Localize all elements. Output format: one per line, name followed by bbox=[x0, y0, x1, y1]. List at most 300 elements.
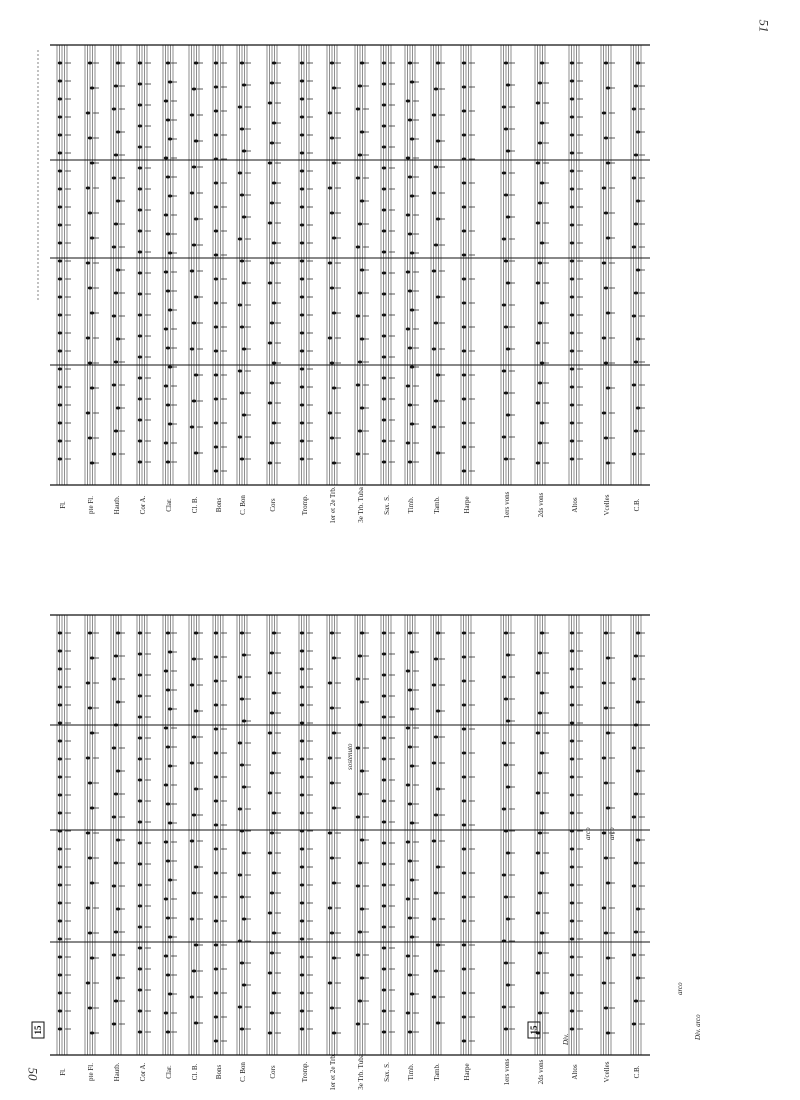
note-head bbox=[502, 370, 506, 373]
staff bbox=[601, 45, 615, 516]
note-head bbox=[300, 368, 304, 371]
note-head bbox=[432, 840, 436, 843]
note-head bbox=[358, 292, 362, 295]
note-head bbox=[58, 758, 62, 761]
note-head bbox=[408, 347, 412, 350]
note-head bbox=[434, 244, 438, 247]
instrument-label: Tromp. bbox=[301, 494, 309, 516]
note-head bbox=[432, 270, 436, 273]
note-head bbox=[502, 106, 506, 109]
note-head bbox=[86, 832, 90, 835]
staff bbox=[631, 615, 645, 1078]
svg-text:15: 15 bbox=[529, 1025, 539, 1035]
note-head bbox=[570, 812, 574, 815]
note-head bbox=[328, 412, 332, 415]
note-head bbox=[602, 832, 606, 835]
note-head bbox=[214, 704, 218, 707]
staff bbox=[85, 45, 99, 514]
note-head bbox=[570, 920, 574, 923]
note-head bbox=[138, 104, 142, 107]
note-head bbox=[330, 857, 334, 860]
note-head bbox=[164, 727, 168, 730]
note-head bbox=[462, 776, 466, 779]
note-head bbox=[58, 314, 62, 317]
note-head bbox=[164, 955, 168, 958]
note-head bbox=[408, 860, 412, 863]
note-head bbox=[214, 896, 218, 899]
note-head bbox=[300, 902, 304, 905]
note-head bbox=[112, 315, 116, 318]
note-head bbox=[112, 453, 116, 456]
note-head bbox=[164, 1012, 168, 1015]
note-head bbox=[570, 686, 574, 689]
note-head bbox=[570, 956, 574, 959]
score-annotation: arco bbox=[608, 827, 616, 840]
note-head bbox=[462, 848, 466, 851]
note-head bbox=[462, 182, 466, 185]
note-head bbox=[538, 442, 542, 445]
note-head bbox=[192, 88, 196, 91]
note-head bbox=[570, 794, 574, 797]
note-head bbox=[634, 154, 638, 157]
note-head bbox=[328, 682, 332, 685]
note-head bbox=[214, 374, 218, 377]
note-head bbox=[138, 293, 142, 296]
note-head bbox=[166, 632, 170, 635]
note-head bbox=[462, 110, 466, 113]
score-annotation: arco bbox=[584, 827, 592, 840]
note-head bbox=[58, 722, 62, 725]
note-head bbox=[502, 238, 506, 241]
note-head bbox=[604, 707, 608, 710]
note-head bbox=[88, 932, 92, 935]
note-head bbox=[300, 686, 304, 689]
note-head bbox=[406, 385, 410, 388]
note-head bbox=[328, 112, 332, 115]
note-head bbox=[164, 841, 168, 844]
staff bbox=[137, 45, 151, 514]
staff bbox=[237, 45, 251, 515]
note-head bbox=[570, 98, 574, 101]
note-head bbox=[112, 108, 116, 111]
note-head bbox=[382, 989, 386, 992]
note-head bbox=[114, 154, 118, 157]
note-head bbox=[240, 260, 244, 263]
note-head bbox=[138, 356, 142, 359]
note-head bbox=[214, 446, 218, 449]
note-head bbox=[138, 968, 142, 971]
note-head bbox=[602, 187, 606, 190]
note-head bbox=[214, 920, 218, 923]
instrument-label: pte Fl. bbox=[87, 496, 95, 514]
note-head bbox=[462, 230, 466, 233]
note-head bbox=[382, 653, 386, 656]
note-head bbox=[570, 188, 574, 191]
staff bbox=[85, 615, 99, 1081]
note-head bbox=[300, 974, 304, 977]
note-head bbox=[58, 812, 62, 815]
note-head bbox=[300, 920, 304, 923]
note-head bbox=[570, 974, 574, 977]
note-head bbox=[382, 188, 386, 191]
note-head bbox=[214, 350, 218, 353]
note-head bbox=[192, 892, 196, 895]
note-head bbox=[300, 440, 304, 443]
note-head bbox=[408, 974, 412, 977]
note-head bbox=[504, 194, 508, 197]
note-head bbox=[58, 1028, 62, 1031]
note-head bbox=[268, 912, 272, 915]
note-head bbox=[462, 1040, 466, 1043]
note-head bbox=[86, 757, 90, 760]
note-head bbox=[300, 632, 304, 635]
note-head bbox=[502, 742, 506, 745]
note-head bbox=[300, 650, 304, 653]
note-head bbox=[330, 1007, 334, 1010]
instrument-label: Vcelles bbox=[603, 494, 611, 516]
note-head bbox=[432, 114, 436, 117]
note-head bbox=[112, 1023, 116, 1026]
note-head bbox=[382, 926, 386, 929]
instrument-label: Altos bbox=[571, 1064, 579, 1080]
note-head bbox=[382, 125, 386, 128]
note-head bbox=[190, 684, 194, 687]
note-head bbox=[406, 841, 410, 844]
note-head bbox=[462, 704, 466, 707]
note-head bbox=[58, 62, 62, 65]
note-head bbox=[432, 348, 436, 351]
note-head bbox=[58, 134, 62, 137]
note-head bbox=[604, 782, 608, 785]
note-head bbox=[190, 114, 194, 117]
note-head bbox=[268, 732, 272, 735]
staff bbox=[267, 45, 281, 512]
staff bbox=[111, 45, 125, 514]
note-head bbox=[300, 278, 304, 281]
note-head bbox=[270, 142, 274, 145]
note-head bbox=[604, 212, 608, 215]
note-head bbox=[538, 82, 542, 85]
note-head bbox=[300, 350, 304, 353]
note-head bbox=[382, 461, 386, 464]
note-head bbox=[432, 192, 436, 195]
note-head bbox=[536, 972, 540, 975]
note-head bbox=[358, 655, 362, 658]
instrument-label: Timb. bbox=[407, 1063, 415, 1081]
note-head bbox=[138, 884, 142, 887]
note-head bbox=[214, 110, 218, 113]
note-head bbox=[138, 230, 142, 233]
staff bbox=[299, 45, 313, 515]
staff bbox=[57, 615, 71, 1076]
note-head bbox=[270, 652, 274, 655]
note-head bbox=[406, 157, 410, 160]
note-head bbox=[192, 814, 196, 817]
note-head bbox=[58, 956, 62, 959]
staff bbox=[381, 45, 395, 515]
note-head bbox=[570, 632, 574, 635]
note-head bbox=[570, 866, 574, 869]
note-head bbox=[300, 938, 304, 941]
note-head bbox=[330, 287, 334, 290]
note-head bbox=[138, 758, 142, 761]
note-head bbox=[270, 772, 274, 775]
note-head bbox=[238, 172, 242, 175]
note-head bbox=[58, 920, 62, 923]
instrument-label: Tamb. bbox=[433, 496, 441, 514]
note-head bbox=[634, 85, 638, 88]
note-head bbox=[166, 1031, 170, 1034]
note-head bbox=[602, 907, 606, 910]
note-head bbox=[408, 176, 412, 179]
note-head bbox=[214, 326, 218, 329]
note-head bbox=[270, 952, 274, 955]
note-head bbox=[138, 335, 142, 338]
note-head bbox=[214, 776, 218, 779]
note-head bbox=[330, 212, 334, 215]
note-head bbox=[58, 350, 62, 353]
note-head bbox=[300, 314, 304, 317]
note-head bbox=[634, 292, 638, 295]
note-head bbox=[166, 803, 170, 806]
note-head bbox=[462, 62, 466, 65]
instrument-label: C. Bon bbox=[239, 495, 247, 515]
note-head bbox=[406, 214, 410, 217]
note-head bbox=[382, 104, 386, 107]
note-head bbox=[406, 784, 410, 787]
note-head bbox=[408, 290, 412, 293]
note-head bbox=[382, 146, 386, 149]
note-head bbox=[434, 970, 438, 973]
note-head bbox=[300, 1010, 304, 1013]
note-head bbox=[138, 209, 142, 212]
note-head bbox=[356, 177, 360, 180]
note-head bbox=[330, 782, 334, 785]
note-head bbox=[58, 224, 62, 227]
note-head bbox=[504, 698, 508, 701]
note-head bbox=[138, 632, 142, 635]
note-head bbox=[164, 385, 168, 388]
note-head bbox=[138, 821, 142, 824]
note-head bbox=[570, 242, 574, 245]
note-head bbox=[462, 470, 466, 473]
note-head bbox=[382, 335, 386, 338]
note-head bbox=[434, 892, 438, 895]
note-head bbox=[382, 632, 386, 635]
note-head bbox=[328, 757, 332, 760]
instrument-label: Cors bbox=[269, 1065, 277, 1079]
note-head bbox=[138, 188, 142, 191]
note-head bbox=[356, 315, 360, 318]
note-head bbox=[86, 112, 90, 115]
note-head bbox=[112, 678, 116, 681]
note-head bbox=[58, 776, 62, 779]
note-head bbox=[166, 689, 170, 692]
note-head bbox=[462, 752, 466, 755]
note-head bbox=[270, 262, 274, 265]
note-head bbox=[58, 152, 62, 155]
note-head bbox=[138, 1010, 142, 1013]
note-head bbox=[214, 968, 218, 971]
note-head bbox=[358, 85, 362, 88]
note-head bbox=[382, 758, 386, 761]
note-head bbox=[604, 1007, 608, 1010]
note-head bbox=[570, 884, 574, 887]
note-head bbox=[268, 282, 272, 285]
staff bbox=[601, 615, 615, 1083]
note-head bbox=[604, 362, 608, 365]
note-head bbox=[432, 684, 436, 687]
note-head bbox=[570, 80, 574, 83]
note-head bbox=[166, 233, 170, 236]
note-head bbox=[88, 362, 92, 365]
note-head bbox=[300, 386, 304, 389]
instrument-label: 3e Trb. Tuba bbox=[357, 1054, 365, 1090]
note-head bbox=[382, 167, 386, 170]
note-head bbox=[328, 262, 332, 265]
note-head bbox=[330, 137, 334, 140]
note-head bbox=[300, 404, 304, 407]
note-head bbox=[570, 776, 574, 779]
note-head bbox=[214, 632, 218, 635]
instrument-label: Clar. bbox=[165, 498, 173, 512]
note-head bbox=[214, 680, 218, 683]
note-head bbox=[164, 898, 168, 901]
note-head bbox=[58, 884, 62, 887]
note-head bbox=[138, 1031, 142, 1034]
note-head bbox=[300, 332, 304, 335]
note-head bbox=[604, 857, 608, 860]
note-head bbox=[356, 453, 360, 456]
note-head bbox=[58, 650, 62, 653]
staff bbox=[111, 615, 125, 1081]
staff bbox=[355, 45, 369, 523]
note-head bbox=[58, 386, 62, 389]
note-head bbox=[382, 842, 386, 845]
note-head bbox=[406, 100, 410, 103]
instrument-label: C. Bon bbox=[239, 1062, 247, 1082]
note-head bbox=[462, 824, 466, 827]
staff bbox=[501, 615, 515, 1085]
note-head bbox=[382, 716, 386, 719]
staff bbox=[355, 615, 369, 1090]
note-head bbox=[190, 192, 194, 195]
staff bbox=[137, 615, 151, 1081]
note-head bbox=[112, 747, 116, 750]
note-head bbox=[462, 206, 466, 209]
note-head bbox=[382, 314, 386, 317]
note-head bbox=[138, 167, 142, 170]
note-head bbox=[632, 177, 636, 180]
instrument-label: Cl. B. bbox=[191, 1063, 199, 1081]
note-head bbox=[356, 246, 360, 249]
note-head bbox=[214, 302, 218, 305]
note-head bbox=[214, 182, 218, 185]
right-page-number: 51 bbox=[756, 19, 772, 33]
note-head bbox=[138, 398, 142, 401]
note-head bbox=[300, 260, 304, 263]
note-head bbox=[58, 98, 62, 101]
instrument-label: Fl. bbox=[59, 1068, 67, 1076]
note-head bbox=[270, 442, 274, 445]
note-head bbox=[462, 992, 466, 995]
note-head bbox=[358, 862, 362, 865]
note-head bbox=[536, 462, 540, 465]
note-head bbox=[406, 1012, 410, 1015]
instrument-label: Fl. bbox=[59, 501, 67, 509]
note-head bbox=[504, 458, 508, 461]
note-head bbox=[240, 128, 244, 131]
staff bbox=[237, 615, 251, 1082]
note-head bbox=[300, 668, 304, 671]
note-head bbox=[300, 98, 304, 101]
note-head bbox=[632, 108, 636, 111]
note-head bbox=[382, 398, 386, 401]
note-head bbox=[112, 816, 116, 819]
note-head bbox=[300, 758, 304, 761]
note-head bbox=[214, 1016, 218, 1019]
note-head bbox=[88, 632, 92, 635]
note-head bbox=[538, 262, 542, 265]
note-head bbox=[300, 62, 304, 65]
staff bbox=[327, 45, 341, 524]
staff bbox=[163, 45, 177, 512]
note-head bbox=[358, 361, 362, 364]
note-head bbox=[408, 233, 412, 236]
note-head bbox=[570, 224, 574, 227]
note-head bbox=[504, 392, 508, 395]
note-head bbox=[138, 989, 142, 992]
note-head bbox=[406, 955, 410, 958]
instrument-label: Tamb. bbox=[433, 1063, 441, 1081]
note-head bbox=[268, 102, 272, 105]
note-head bbox=[166, 290, 170, 293]
note-head bbox=[604, 287, 608, 290]
note-head bbox=[536, 402, 540, 405]
note-head bbox=[214, 848, 218, 851]
note-head bbox=[634, 862, 638, 865]
note-head bbox=[408, 689, 412, 692]
note-head bbox=[268, 162, 272, 165]
note-head bbox=[504, 62, 508, 65]
staff bbox=[631, 45, 645, 511]
note-head bbox=[538, 892, 542, 895]
note-head bbox=[634, 931, 638, 934]
note-head bbox=[570, 278, 574, 281]
note-head bbox=[138, 947, 142, 950]
note-head bbox=[504, 764, 508, 767]
note-head bbox=[268, 342, 272, 345]
note-head bbox=[138, 716, 142, 719]
note-head bbox=[570, 722, 574, 725]
note-head bbox=[268, 1032, 272, 1035]
note-head bbox=[240, 326, 244, 329]
note-head bbox=[214, 656, 218, 659]
note-head bbox=[214, 62, 218, 65]
note-head bbox=[462, 800, 466, 803]
note-head bbox=[462, 944, 466, 947]
note-head bbox=[356, 885, 360, 888]
note-head bbox=[570, 314, 574, 317]
note-head bbox=[432, 918, 436, 921]
note-head bbox=[86, 982, 90, 985]
note-head bbox=[240, 764, 244, 767]
note-head bbox=[570, 404, 574, 407]
note-head bbox=[192, 166, 196, 169]
note-head bbox=[330, 632, 334, 635]
note-head bbox=[408, 632, 412, 635]
note-head bbox=[538, 322, 542, 325]
